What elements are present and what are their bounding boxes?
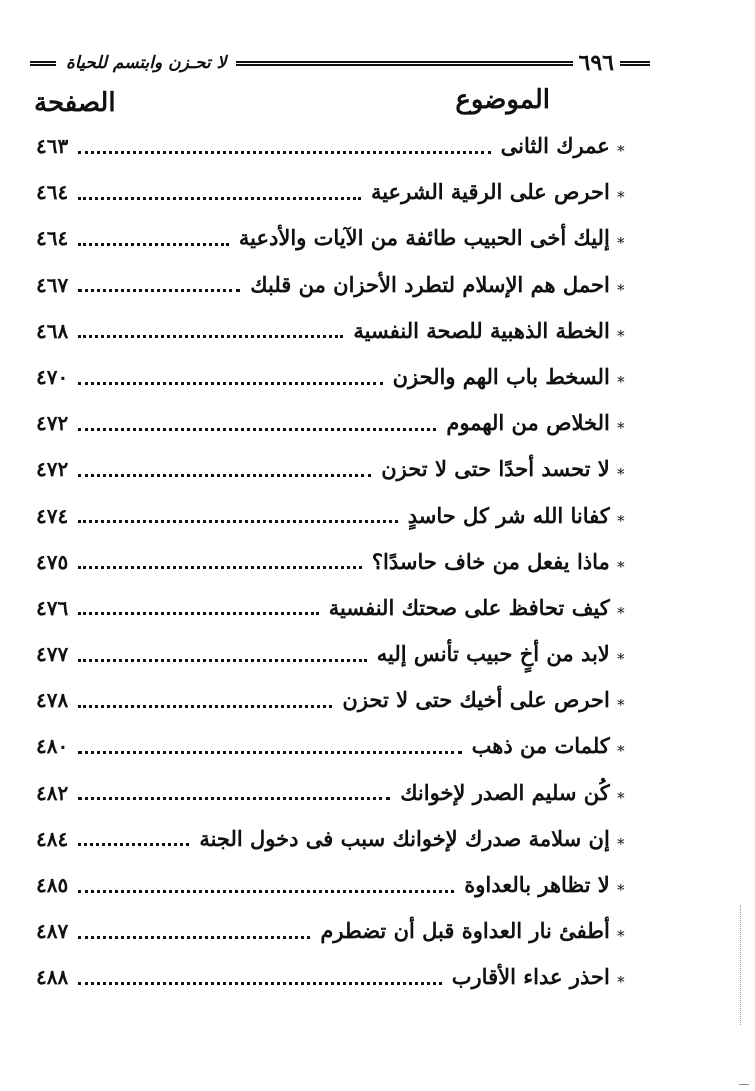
column-heading-topic: الموضوع [455,85,550,115]
toc-entry [36,964,626,1010]
toc-entry-page: ٤٦٤ [36,226,69,251]
toc-entry [36,364,626,410]
toc-entry [36,549,626,595]
toc-entry-page: ٤٨٢ [36,780,69,805]
toc-entry-page: ٤٨٤ [36,826,69,851]
toc-entry-title: كُن سليم الصدر لإخوانك [400,779,610,805]
bullet-star-icon: ∗ [615,369,626,388]
bullet-star-icon: ∗ [615,508,626,527]
toc-entry-page: ٤٦٤ [36,180,69,205]
bullet-star-icon: ∗ [615,277,626,296]
toc-entry [36,410,626,456]
toc-entry [36,225,626,271]
dot-leader [78,566,362,569]
header-rule-right [620,61,650,66]
toc-entry-title: لا تظاهر بالعداوة [464,872,610,897]
toc-entry-page: ٤٦٨ [36,318,69,343]
toc-entry-page: ٤٨٥ [36,873,69,897]
toc-entry [36,456,626,502]
toc-entry-title: كفانا الله شر كل حاسدٍ [407,502,610,528]
dot-leader [78,936,310,939]
toc-entry [36,687,626,733]
bullet-star-icon: ∗ [615,924,626,943]
toc-entry-title: عمرك الثانى [500,133,610,158]
bullet-star-icon: ∗ [615,462,626,481]
bullet-star-icon: ∗ [615,185,626,204]
dot-leader [78,474,371,477]
dot-leader [78,612,319,615]
toc-entry [36,318,626,364]
column-heading-page: الصفحة [34,88,116,118]
toc-entry-title: كيف تحافظ على صحتك النفسية [328,594,610,620]
page-number: ٦٩٦ [578,50,614,76]
toc-entry [36,272,626,318]
dot-leader [78,751,461,754]
bullet-star-icon: ∗ [615,831,626,850]
toc-entry-page: ٤٧٦ [36,595,69,620]
toc-entry-title: كلمات من ذهب [471,733,610,759]
bullet-star-icon: ∗ [615,878,626,896]
toc-entry [36,780,626,826]
bullet-star-icon: ∗ [615,231,626,250]
header-rule-middle [236,61,572,66]
toc-list [36,133,626,1011]
toc-entry-page: ٤٨٠ [36,734,69,759]
toc-entry-page: ٤٧٢ [36,457,69,482]
toc-entry [36,595,626,641]
bullet-star-icon: ∗ [615,139,626,157]
toc-entry-title: أطفئ نار العداوة قبل أن تضطرم [320,918,610,944]
toc-entry [36,826,626,872]
toc-entry-title: احرص على أخيك حتى لا تحزن [342,687,610,713]
toc-entry-title: لابد من أخٍ حبيب تأنس إليه [376,641,610,667]
toc-entry [36,503,626,549]
toc-entry [36,872,626,918]
dot-leader [78,243,229,246]
dot-leader [78,428,436,431]
book-title: لا تحـزن وابتسم للحياة [66,53,227,73]
toc-entry-page: ٤٧٨ [36,688,69,713]
toc-entry-page: ٤٦٧ [36,272,69,297]
toc-entry-title: الخطة الذهبية للصحة النفسية [353,317,610,343]
bullet-star-icon: ∗ [615,970,626,989]
dot-leader [78,197,361,200]
toc-entry-page: ٤٧٢ [36,411,69,436]
margin-line [740,905,741,1025]
bullet-star-icon: ∗ [615,785,626,804]
toc-entry-title: لا تحسد أحدًا حتى لا تحزن [381,456,610,482]
dot-leader [78,982,442,985]
dot-leader [78,659,367,662]
header-rule-left [30,61,56,66]
toc-entry-title: الخلاص من الهموم [446,410,610,436]
bullet-star-icon: ∗ [615,647,626,666]
toc-entry [36,133,626,179]
toc-entry-page: ٤٧٥ [36,549,69,574]
bullet-star-icon: ∗ [615,600,626,619]
bullet-star-icon: ∗ [615,323,626,342]
dot-leader [78,890,454,893]
toc-entry-title: احذر عداء الأقارب [451,964,610,990]
bullet-star-icon: ∗ [615,554,626,573]
dot-leader [78,151,490,154]
toc-entry-title: ماذا يفعل من خاف حاسدًا؟ [371,548,610,574]
toc-entry-page: ٤٨٨ [36,965,69,990]
dot-leader [78,289,240,292]
bullet-star-icon: ∗ [615,416,626,435]
toc-entry [36,641,626,687]
corner-mark [739,1084,749,1085]
toc-entry [36,179,626,225]
toc-entry [36,733,626,779]
toc-entry-title: السخط باب الهم والحزن [392,363,610,389]
toc-entry-title: احمل هم الإسلام لتطرد الأحزان من قلبك [250,271,610,297]
dot-leader [78,797,390,800]
dot-leader [78,382,382,385]
bullet-star-icon: ∗ [615,693,626,712]
dot-leader [78,520,398,523]
toc-entry-title: إن سلامة صدرك لإخوانك سبب فى دخول الجنة [199,825,610,851]
toc-entry-page: ٤٦٣ [36,134,69,158]
dot-leader [78,335,343,338]
running-header [30,48,650,78]
toc-entry-title: إليك أخى الحبيب طائفة من الآيات والأدعية [238,225,610,251]
toc-entry [36,918,626,964]
toc-entry-title: احرص على الرقية الشرعية [370,179,610,205]
dot-leader [78,705,332,708]
bullet-star-icon: ∗ [615,739,626,758]
toc-entry-page: ٤٧٧ [36,642,69,667]
toc-entry-page: ٤٨٧ [36,919,69,944]
toc-entry-page: ٤٧٠ [36,364,69,389]
toc-entry-page: ٤٧٤ [36,503,69,528]
dot-leader [78,843,189,846]
